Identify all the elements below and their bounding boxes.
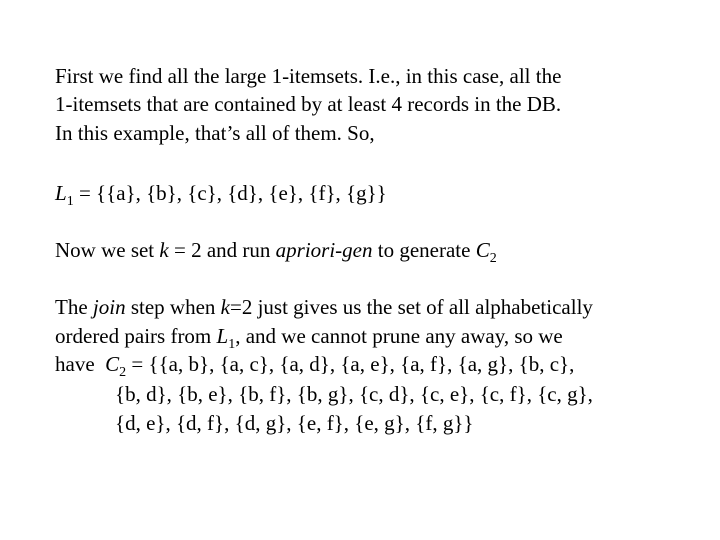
- k-variable: k: [159, 238, 169, 262]
- c2-set-part-3: {d, e}, {d, f}, {d, g}, {e, f}, {e, g}, {f, g}}: [115, 411, 474, 435]
- join-line-1: [55, 293, 593, 321]
- text-segment: , and we cannot prune any away, so we: [235, 324, 563, 348]
- text-segment: step when: [125, 295, 221, 319]
- l1-subscript: 1: [66, 194, 74, 209]
- c2-set-part-2: {b, d}, {b, e}, {b, f}, {b, g}, {c, d}, {c, e}, {c, f}, {c, g},: [115, 382, 593, 406]
- c2-set-part-1: = {{a, b}, {a, c}, {a, d}, {a, e}, {a, f}, {a, g}, {b, c},: [126, 352, 575, 376]
- k-variable: k: [220, 295, 230, 319]
- apriori-gen-statement: [55, 236, 497, 264]
- intro-line-2: 1-itemsets that are contained by at least 4 records in the DB.: [55, 92, 562, 116]
- c-symbol: C: [475, 238, 490, 262]
- apriori-gen-term: apriori-gen: [275, 238, 373, 262]
- c2-symbol: C: [105, 352, 120, 376]
- intro-line-1: First we find all the large 1-itemsets. I.e., in this case, all the: [55, 64, 562, 88]
- l1-statement: [55, 179, 387, 207]
- join-line-3: [55, 350, 574, 378]
- text-segment: to generate: [372, 238, 476, 262]
- c-subscript: 2: [489, 251, 497, 266]
- text-segment: have: [55, 352, 106, 376]
- intro-line-3: In this example, that’s all of them. So,: [55, 121, 375, 145]
- l1-set: = {{a}, {b}, {c}, {d}, {e}, {f}, {g}}: [73, 181, 387, 205]
- l1-symbol: L: [55, 181, 67, 205]
- l-subscript: 1: [228, 337, 236, 352]
- text-segment: Now we set: [55, 238, 160, 262]
- text-segment: ordered pairs from: [55, 324, 217, 348]
- l-symbol: L: [216, 324, 229, 348]
- c2-subscript: 2: [119, 365, 127, 380]
- text-segment: The: [55, 295, 93, 319]
- text-segment: = 2 and run: [168, 238, 276, 262]
- join-term: join: [92, 295, 126, 319]
- text-segment: =2 just gives us the set of all alphabetically: [229, 295, 593, 319]
- join-line-2: [55, 322, 563, 350]
